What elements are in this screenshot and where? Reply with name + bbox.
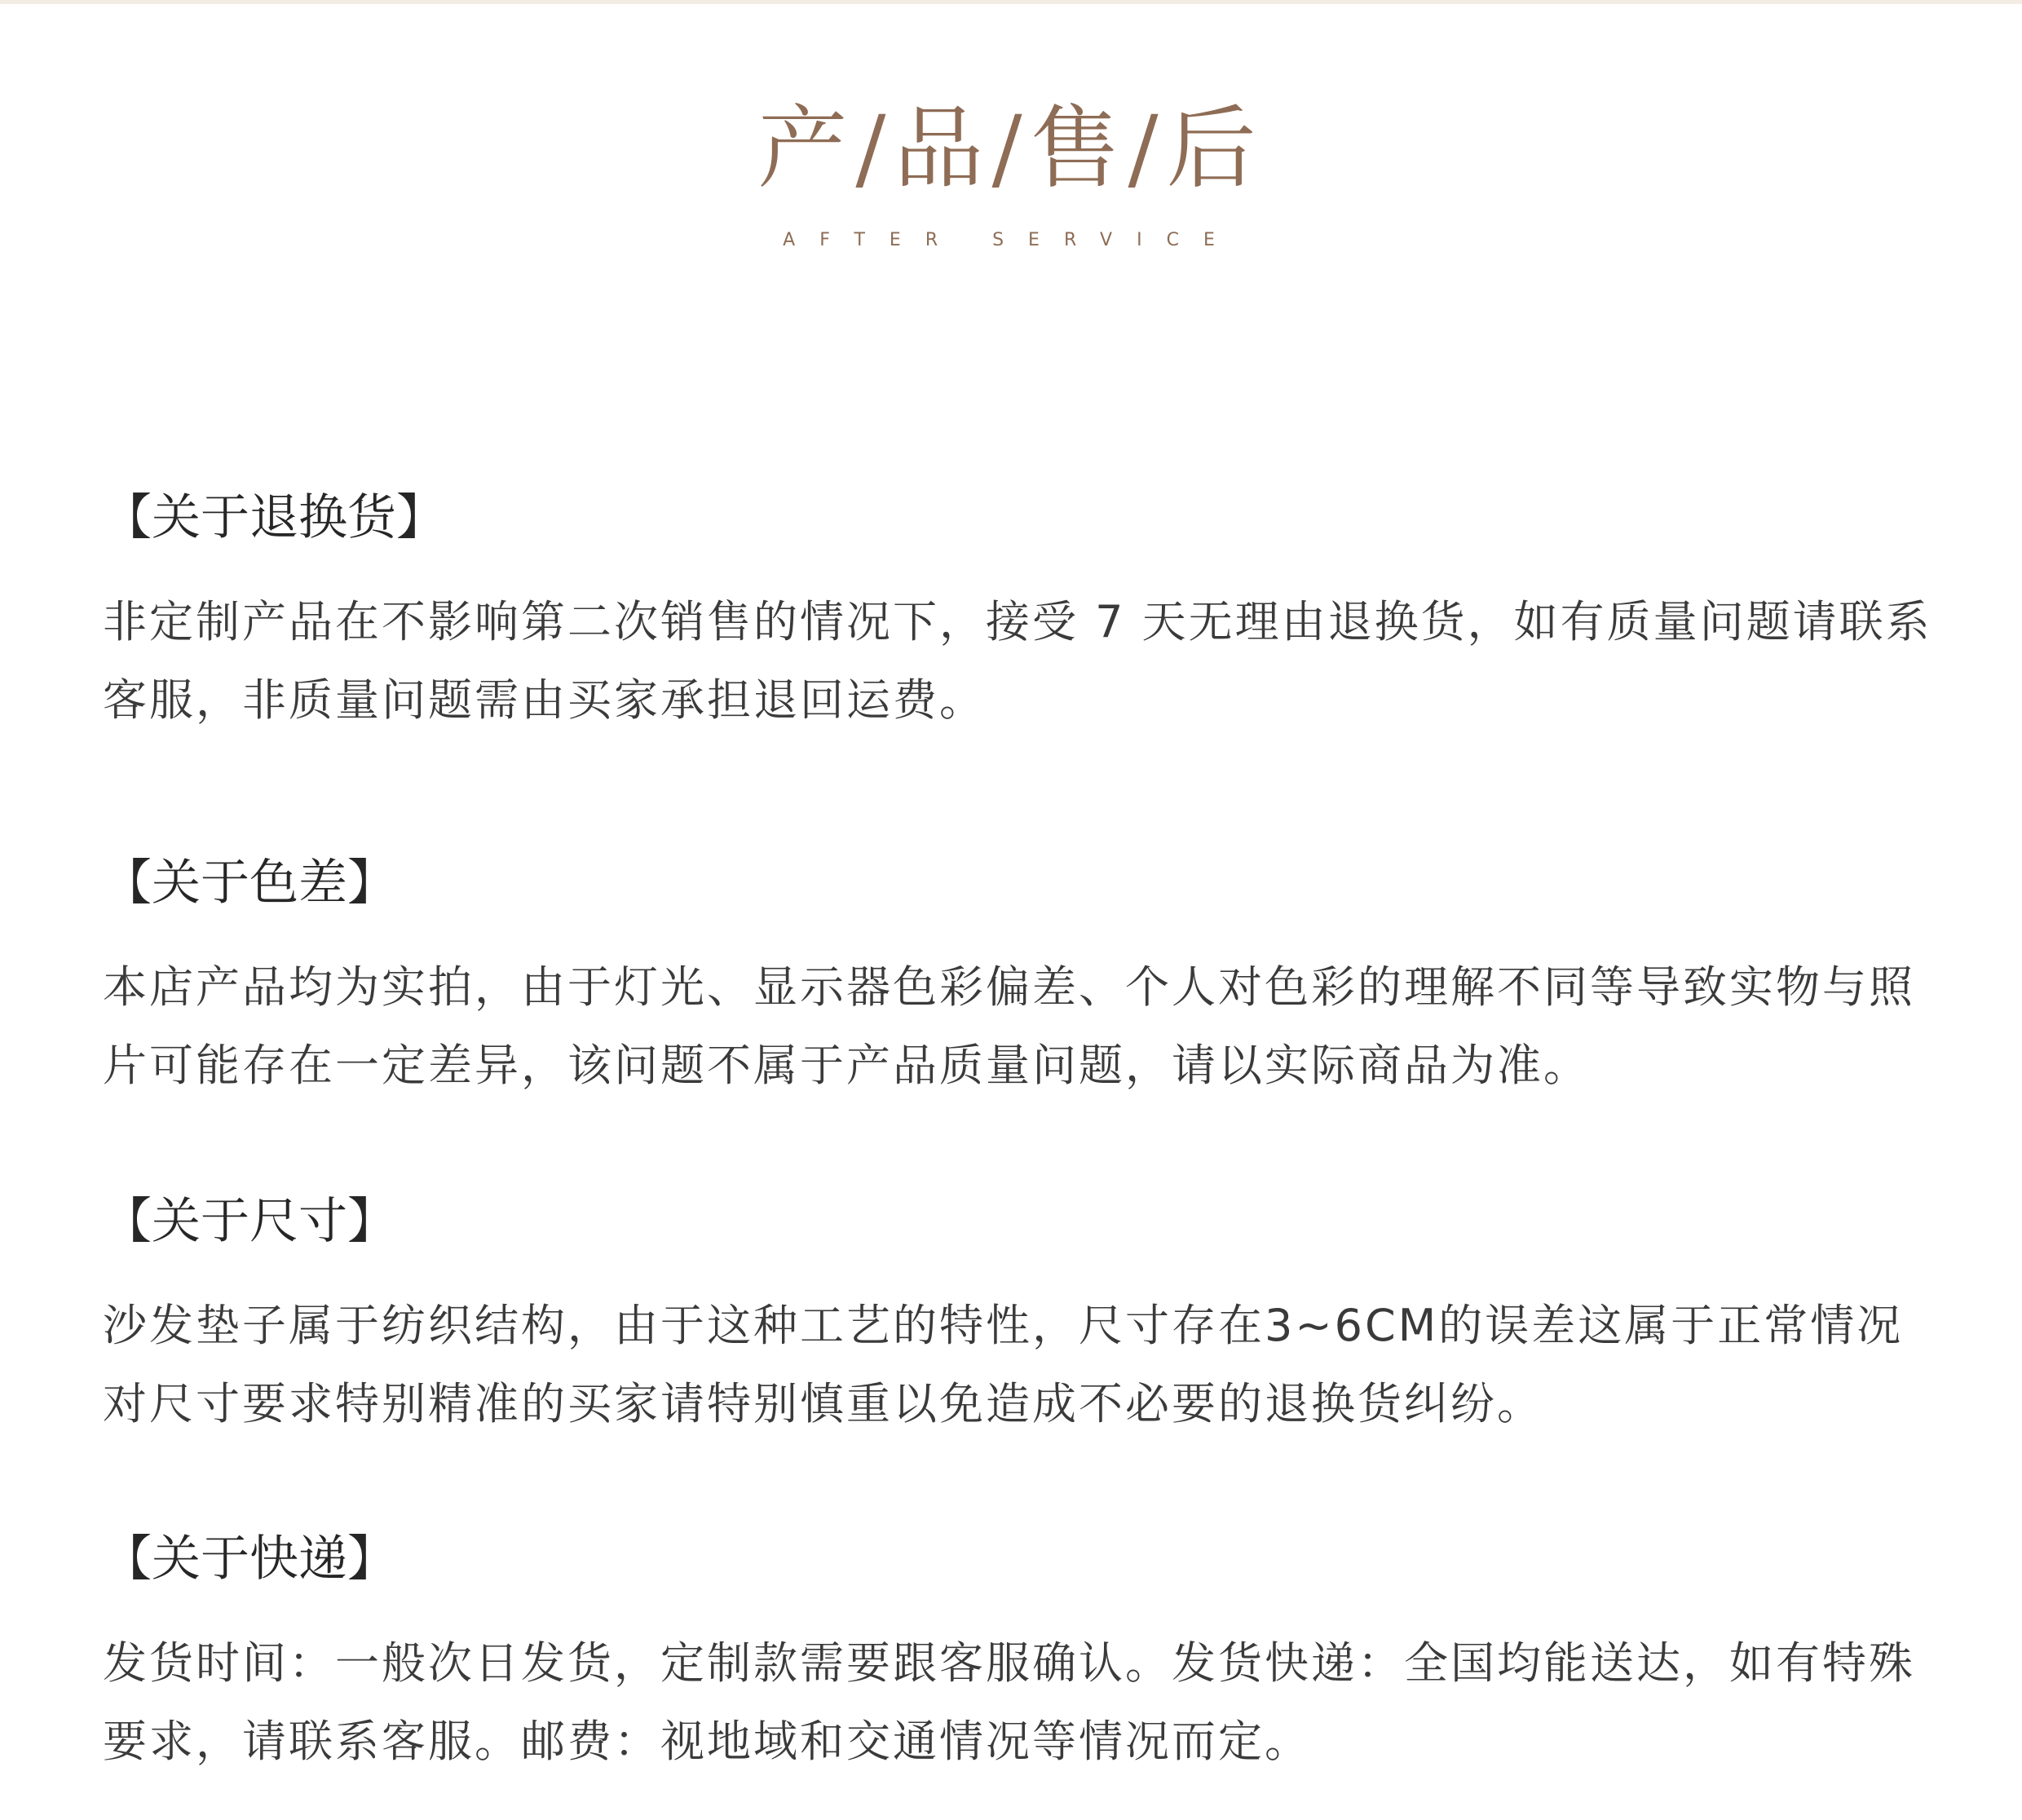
section-heading: 【关于尺寸】 — [103, 1193, 396, 1250]
page-title: 产/品/售/后 — [757, 96, 1265, 201]
section-heading: 【关于快递】 — [103, 1531, 396, 1588]
section-heading: 【关于色差】 — [103, 855, 396, 912]
section-body: 沙发垫子属于纺织结构，由于这种工艺的特性，尺寸存在3~6CM的误差这属于正常情况对尺寸要求特别精准的买家请特别慎重以免造成不必要的退换货纠纷。 — [103, 1300, 1904, 1429]
section-shipping — [103, 1526, 1945, 1781]
section-returns — [103, 485, 1945, 740]
section-body: 本店产品均为实拍，由于灯光、显示器色彩偏差、个人对色彩的理解不同等导致实物与照片可能存在一定差异，该问题不属于产品质量问题，请以实际商品为准。 — [103, 961, 1915, 1091]
section-size — [103, 1189, 1945, 1443]
page-subtitle: AFTER SERVICE — [783, 230, 1239, 250]
section-color-difference — [103, 850, 1945, 1105]
section-body: 发货时间：一般次日发货，定制款需要跟客服确认。发货快递：全国均能送达，如有特殊要求，请联系客服。邮费：视地域和交通情况等情况而定。 — [103, 1637, 1915, 1767]
section-body: 非定制产品在不影响第二次销售的情况下，接受 7 天无理由退换货，如有质量问题请联系客服，非质量问题需由买家承担退回运费。 — [103, 596, 1932, 726]
top-divider-strip — [0, 0, 2022, 4]
section-heading: 【关于退换货】 — [103, 489, 445, 546]
